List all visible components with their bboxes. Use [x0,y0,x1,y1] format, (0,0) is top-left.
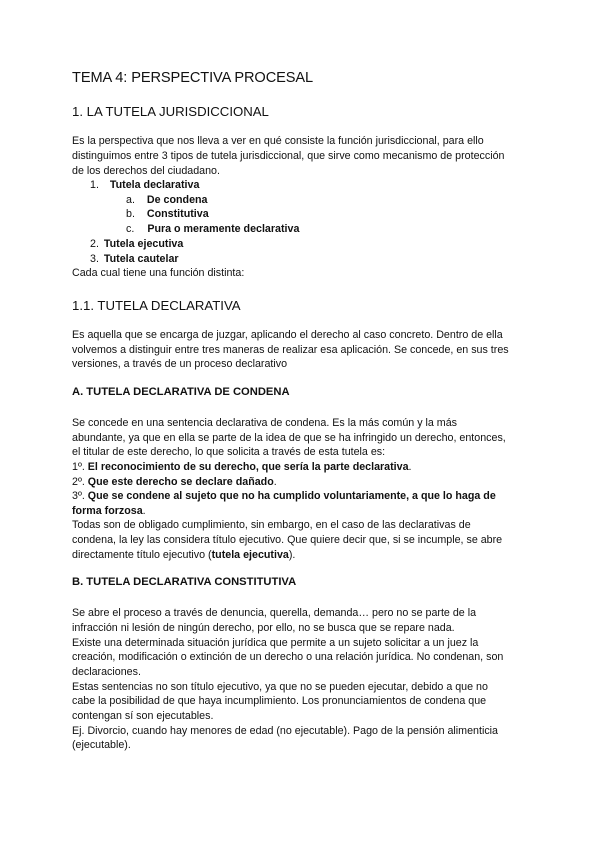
list-item-tutela-cautelar [90,252,179,267]
point-text: Que se condene al sujeto que no ha cumplido voluntariamente, a que lo haga de [87,490,496,502]
list-label: Tutela ejecutiva [103,238,184,250]
section-heading-tutela-declarativa: 1.1. TUTELA DECLARATIVA [72,298,241,313]
list-number: 1. [90,179,99,191]
list-number: 2. [90,238,99,250]
paragraph-line: Es aquella que se encarga de juzgar, aplicando el derecho al caso concreto. Dentro de ella [72,329,503,341]
sub-list-item-constitutiva [126,207,209,222]
list-label: Pura o meramente declarativa [147,223,300,235]
paragraph-line: el titular de este derecho, lo que solicita a través de esta tutela es: [72,446,386,458]
paragraph-line: Estas sentencias no son título ejecutivo, ya que no se pueden ejecutar, debido a que no [72,681,488,693]
document-title: TEMA 4: PERSPECTIVA PROCESAL [72,70,314,86]
text-segment: ). [288,549,296,561]
paragraph-line-with-bold [72,548,295,563]
paragraph-line: volvemos a distinguir entre tres maneras de realizar esa aplicación. Se concede, en sus tres [72,344,509,356]
text-segment: directamente título ejecutivo ( [72,549,212,561]
paragraph-line: versiones, a través de un proceso declarativo [72,358,288,370]
paragraph-line: Existe una determinada situación jurídica que permite a un sujeto solicitar a un juez la [72,637,479,649]
point-text: forma forzosa [72,505,143,517]
section-heading-tutela-jurisdiccional: 1. LA TUTELA JURISDICCIONAL [72,104,269,119]
list-item-tutela-ejecutiva [90,237,183,252]
point-3-continuation [72,504,146,519]
list-letter: b. [126,208,135,220]
paragraph-line: abundante, ya que en ella se parte de la idea de que se ha infringido un derecho, entonces, [72,432,506,444]
list-label: Tutela declarativa [109,179,200,191]
paragraph-line: (ejecutable). [72,739,131,751]
list-item-tutela-declarativa [90,178,199,193]
point-text: Que este derecho se declare dañado [87,476,274,488]
point-prefix: 3º. [72,490,88,502]
point-suffix: . [273,476,277,488]
section-heading-condena: A. TUTELA DECLARATIVA DE CONDENA [72,386,290,398]
list-label: Tutela cautelar [103,253,179,265]
paragraph-line: Es la perspectiva que nos lleva a ver en qué consiste la función jurisdiccional, para ello [72,135,484,147]
paragraph-line: cabe la posibilidad de que haya incumplimiento. Los pronunciamientos de condena que [72,695,487,707]
paragraph-line: Todas son de obligado cumplimiento, sin embargo, en el caso de las declarativas de [72,519,471,531]
point-1 [72,460,412,475]
bold-segment: tutela ejecutiva [211,549,289,561]
paragraph-line: infracción ni lesión de ningún derecho, por ello, no se busca que se repare nada. [72,622,455,634]
sub-list-item-pura-declarativa [126,222,299,237]
list-label: Constitutiva [146,208,209,220]
point-prefix: 2º. [72,476,88,488]
paragraph-line: contengan sí son ejecutables. [72,710,214,722]
list-label: De condena [146,194,208,206]
paragraph-line: creación, modificación o extinción de un derecho o una relación jurídica. No condenan, son [72,651,504,663]
paragraph-line: Se abre el proceso a través de denuncia, querella, demanda… pero no se parte de la [72,607,477,619]
paragraph-line: Ej. Divorcio, cuando hay menores de edad (no ejecutable). Pago de la pensión alimenticia [72,725,498,737]
point-prefix: 1º. [72,461,88,473]
section-heading-constitutiva: B. TUTELA DECLARATIVA CONSTITUTIVA [72,576,297,588]
point-2 [72,475,277,490]
point-suffix: . [142,505,146,517]
list-number: 3. [90,253,99,265]
point-text: El reconocimiento de su derecho, que sería la parte declarativa [87,461,409,473]
paragraph-line: distinguimos entre 3 tipos de tutela jurisdiccional, que sirve como mecanismo de protección [72,150,505,162]
paragraph-line: Cada cual tiene una función distinta: [72,267,245,279]
paragraph-line: Se concede en una sentencia declarativa de condena. Es la más común y la más [72,417,457,429]
paragraph-line: de los derechos del ciudadano. [72,165,220,177]
sub-list-item-de-condena [126,193,207,208]
list-letter: c. [126,223,135,235]
list-letter: a. [126,194,135,206]
point-suffix: . [408,461,412,473]
paragraph-line: declaraciones. [72,666,141,678]
paragraph-line: condena, la ley las considera título ejecutivo. Que quiere decir que, si se incumple, se abre [72,534,503,546]
point-3 [72,489,496,504]
